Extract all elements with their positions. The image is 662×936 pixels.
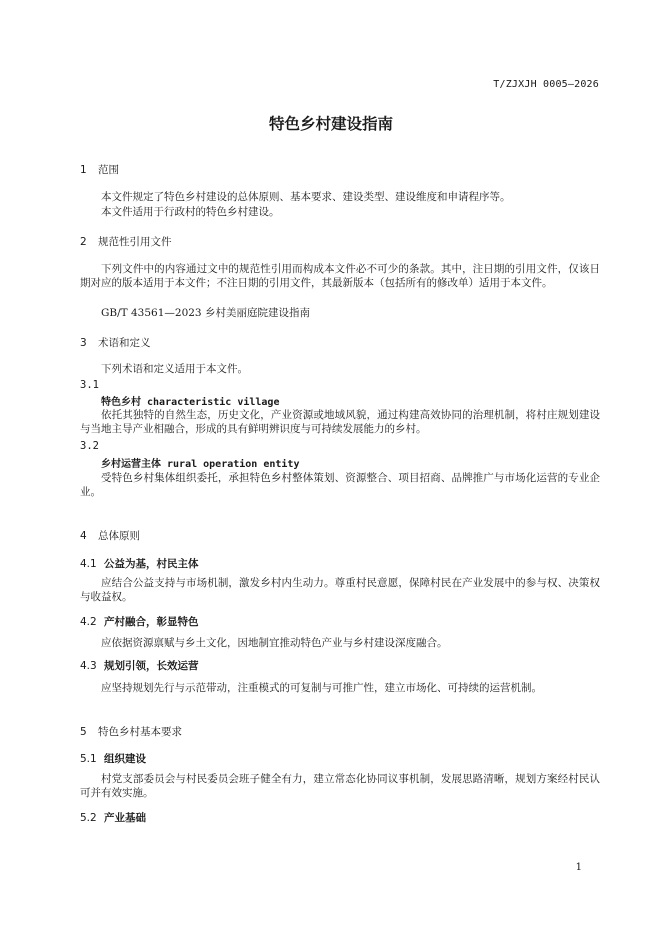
paragraph: 应坚持规划先行与示范带动，注重模式的可复制与可推广性，建立市场化、可持续的运营机制。: [101, 682, 542, 694]
paragraph: 下列文件中的内容通过文中的规范性引用而构成本文件必不可少的条款。其中，注日期的引用文件，仅该日期对应的版本适用于本文件；不注日期的引用文件，其最新版本（包括所有的修改单）适用于本文件。: [80, 263, 600, 289]
subsection-title: 产村融合，彰显特色: [104, 616, 199, 628]
term-definition: 依托其独特的自然生态，历史文化，产业资源或地域风貌，通过构建高效协同的治理机制，将村庄规划建设与当地主导产业相融合，形成的具有鲜明辨识度与可持续发展能力的乡村。: [80, 409, 600, 435]
section-number: 3: [80, 337, 87, 349]
subsection-number: 4.2: [80, 616, 97, 628]
subsection-5-2-heading: [80, 810, 146, 825]
document-number: T/ZJXJH 0005—2026: [493, 79, 599, 90]
paragraph: 本文件适用于行政村的特色乡村建设。: [101, 206, 280, 218]
term-name: 乡村运营主体 rural operation entity: [101, 459, 300, 470]
paragraph: 应结合公益支持与市场机制，激发乡村内生动力。尊重村民意愿，保障村民在产业发展中的参与权、决策权与收益权。: [80, 577, 600, 603]
normative-reference: GB/T 43561—2023 乡村美丽庭院建设指南: [101, 307, 310, 319]
subsection-4-1-heading: [80, 556, 199, 571]
section-title: 术语和定义: [98, 337, 151, 349]
subsection-number: 5.2: [80, 812, 97, 824]
subsection-title: 产业基础: [104, 812, 146, 824]
paragraph: 本文件规定了特色乡村建设的总体原则、基本要求、建设类型、建设维度和申请程序等。: [101, 191, 511, 203]
term-name: 特色乡村 characteristic village: [101, 397, 280, 408]
paragraph: 村党支部委员会与村民委员会班子健全有力，建立常态化协同议事机制，发展思路清晰，规划方案经村民认可并有效实施。: [80, 773, 600, 799]
subsection-number: 4.3: [80, 660, 97, 672]
document-title: 特色乡村建设指南: [268, 115, 393, 133]
section-1-heading: [80, 162, 119, 177]
subsection-number: 5.1: [80, 753, 97, 765]
subsection-number: 4.1: [80, 558, 97, 570]
section-title: 规范性引用文件: [98, 236, 172, 248]
section-number: 2: [80, 236, 87, 248]
section-3-heading: [80, 335, 151, 350]
subsection-title: 规划引领，长效运营: [104, 660, 199, 672]
term-definition: 受特色乡村集体组织委托，承担特色乡村整体策划、资源整合、项目招商、品牌推广与市场化运营的专业企业。: [80, 472, 600, 498]
paragraph: 应依据资源禀赋与乡土文化，因地制宜推动特色产业与乡村建设深度融合。: [101, 637, 448, 649]
term-number: 3.1: [80, 379, 99, 391]
subsection-5-1-heading: [80, 751, 146, 766]
section-number: 5: [80, 726, 87, 738]
subsection-title: 组织建设: [104, 753, 146, 765]
section-2-heading: [80, 234, 172, 249]
subsection-4-2-heading: [80, 614, 199, 629]
subsection-title: 公益为基，村民主体: [104, 558, 199, 570]
section-4-heading: [80, 528, 140, 543]
section-title: 特色乡村基本要求: [98, 726, 182, 738]
page-number: 1: [575, 862, 582, 873]
paragraph: 下列术语和定义适用于本文件。: [101, 363, 248, 375]
section-title: 范围: [98, 164, 119, 176]
subsection-4-3-heading: [80, 658, 199, 673]
section-5-heading: [80, 724, 182, 739]
section-number: 4: [80, 530, 87, 542]
section-title: 总体原则: [98, 530, 140, 542]
section-number: 1: [80, 164, 87, 176]
term-number: 3.2: [80, 440, 99, 452]
